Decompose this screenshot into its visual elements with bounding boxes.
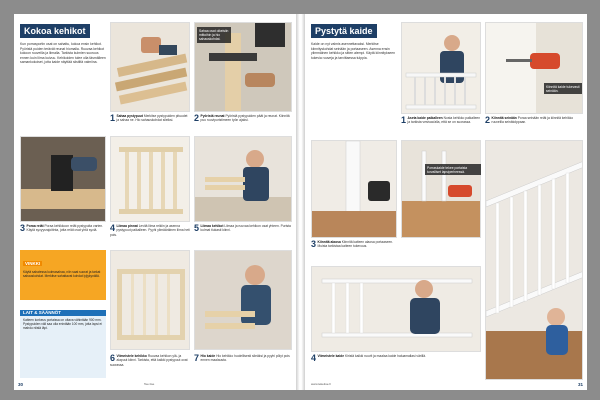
left-footer: Tee itse	[144, 382, 155, 386]
caption-title: Viimeistele kaide	[317, 354, 345, 358]
finish-railing-illustration	[312, 267, 481, 352]
spread-gutter	[296, 14, 305, 390]
page-number-right: 31	[577, 382, 583, 387]
caption-title: Hio kaide	[200, 354, 216, 358]
page-number-left: 30	[18, 382, 24, 387]
finished-railing-illustration	[486, 141, 583, 380]
photo-man-working	[194, 136, 292, 222]
right-caption-4	[311, 354, 481, 380]
right-page	[305, 14, 587, 390]
laws-text: Kaiteen korkeus portaissa on oltava vähintään 900 mm. Pystypuiden väli saa olla enintään 100 mm, jotta lapsi ei mahdu niistä läpi.	[23, 318, 103, 331]
left-photo-overlay: Sahaa osat oikeisiin mittoihin ja hio sahauskohdat.	[197, 27, 231, 43]
caption-title: Sahaa pystypuut	[116, 114, 143, 118]
tip-box	[20, 250, 106, 300]
photo-stairs-post	[311, 140, 397, 238]
caption-text: Hio kehikko huolellisesti sileäksi ja pyyhi pölyt pois ennen maalausta.	[200, 354, 290, 363]
caption-title: Kiinnitä alaosa	[317, 240, 341, 244]
tip-heading: VINKKI	[25, 261, 41, 266]
photo-saw-boards	[110, 22, 190, 112]
left-caption-7	[194, 354, 292, 380]
caption-title: Aseta kaide paikalleen	[407, 116, 443, 120]
caption-number: 4	[311, 354, 317, 363]
photo-finish-railing	[311, 266, 481, 352]
caption-number: 6	[110, 354, 116, 363]
photo-round-edges	[194, 22, 292, 112]
photo-drill-wall	[485, 22, 583, 114]
left-caption-4	[110, 224, 190, 246]
railing-frame-illustration	[111, 251, 190, 350]
right-photo-overlay-2: Kiinnitä kaide tukevasti seinään.	[544, 83, 582, 94]
left-caption-6	[110, 354, 190, 380]
caption-number: 7	[194, 354, 200, 363]
drill-holes-illustration	[21, 137, 106, 222]
caption-number: 1	[110, 114, 116, 123]
caption-text: Kiristä kaikki ruuvit ja maalaa kaide haluamallasi värillä.	[344, 354, 426, 358]
right-photo-overlay: Porraskaide tekee portaista turvalliset lapsiperheessä.	[425, 164, 481, 175]
caption-title: Poraa reiät	[26, 224, 44, 228]
caption-title: Liimaa pinnat	[116, 224, 138, 228]
caption-title: Viimeistele kehikko	[116, 354, 147, 358]
caption-text: Merkitse pystypuiden pituudet ja sahaa ne. Hio sahauskohdat sileiksi.	[116, 114, 188, 123]
caption-text: Levitä liima reikiin ja asenna pystypuut paikalleen. Pyyhi ylimääräinen liima heti pois.	[110, 224, 190, 237]
right-caption-3	[311, 240, 397, 262]
caption-title: Kiinnitä seinään	[491, 116, 517, 120]
left-intro-text: Kun porrasportin osat on sahattu, kokoa ensin kehikot. Pyöristä puiden terävät reunat hiomalla. Ruuvaa kehikot kokoon ruuveilla ja liimalla. Tarkista kulmien suoruus ennen kuin liima kuivuu. Kehikoiden tulee olla täsmälleen samankokoiset, jotta kaide näyttää siistiltä valmiina.	[20, 42, 106, 64]
caption-text: Ruuvaa kehikon ylä- ja alapuut kiinni. Tarkista, että kaikki pystypuut ovat suorassa.	[110, 354, 188, 367]
laws-box	[20, 310, 106, 378]
caption-number: 2	[194, 114, 200, 123]
right-footer: www.tekeitse.fi	[311, 382, 331, 386]
stairs-post-illustration	[312, 141, 397, 238]
caption-text: Nosta kehikko paikalleen ja tarkista vesivaa'alla, että se on suorassa.	[407, 116, 481, 125]
fix-bottom-illustration	[402, 141, 481, 238]
caption-number: 2	[485, 116, 491, 125]
right-page-title: Pystytä kaide	[311, 24, 377, 38]
caption-text: Kiinnitä kaiteen alaosa portaaseen. Muista tarkistaa kaiteen tukevuus.	[317, 240, 394, 249]
caption-text: Poraa kehikkoon reiät pystypuita varten. Käytä syvyysrajoitinta, jotta reiät ovat yhtä syviä.	[26, 224, 104, 233]
photo-sanding	[194, 250, 292, 350]
drill-wall-illustration	[486, 23, 583, 114]
left-caption-2	[194, 114, 292, 134]
caption-title: Pyöristä reunat	[200, 114, 225, 118]
photo-finished-railing	[485, 140, 583, 380]
saw-boards-illustration	[111, 23, 190, 112]
photo-railing-frame	[110, 250, 190, 350]
set-railing-illustration	[402, 23, 481, 114]
left-page	[14, 14, 296, 390]
photo-drill-holes	[20, 136, 106, 222]
caption-text: Liimaa ja ruuvaa kehikon osat yhteen. Purista kulmat tiukasti kiinni.	[200, 224, 291, 233]
right-caption-1	[401, 116, 481, 136]
man-working-illustration	[195, 137, 292, 222]
caption-title: Liimaa kehikot	[200, 224, 224, 228]
sanding-illustration	[195, 251, 292, 350]
left-caption-1	[110, 114, 190, 134]
tip-text: Käytä sahatessa kulmasahaa, niin saat suorat ja tarkat sahauskohdat. Merkitse sahattavat kohdat lyijykynällä.	[23, 270, 101, 279]
photo-set-railing	[401, 22, 481, 114]
left-caption-3	[20, 224, 106, 246]
caption-number: 4	[110, 224, 116, 233]
caption-number: 1	[401, 116, 407, 125]
caption-text: Poraa seinään reiät ja kiinnitä kehikko ruuveilla seinätolppaan.	[491, 116, 574, 125]
laws-heading: LAIT & SÄÄNNÖT	[23, 310, 61, 315]
right-intro-text: Kaide on nyt valmis asennettavaksi. Merkitse kiinnityskohdat seinään ja portaaseen. Asenna ensin ylimmäinen kehikko ja sitten alempi. Käytä kiinnitykseen tukevia ruuveja ja tarvittaessa tulppia.	[311, 42, 396, 60]
left-caption-5	[194, 224, 292, 246]
caption-number: 5	[194, 224, 200, 233]
caption-number: 3	[311, 240, 317, 249]
caption-number: 3	[20, 224, 26, 233]
caption-text: Pyöristä pystypuiden päät ja reunat. Kiinnitä puu ruuvipuristimeen työn ajaksi.	[200, 114, 290, 123]
left-page-title: Kokoa kehikot	[20, 24, 90, 38]
right-caption-2	[485, 116, 583, 136]
photo-glue-posts	[110, 136, 190, 222]
photo-fix-bottom	[401, 140, 481, 238]
glue-posts-illustration	[111, 137, 190, 222]
